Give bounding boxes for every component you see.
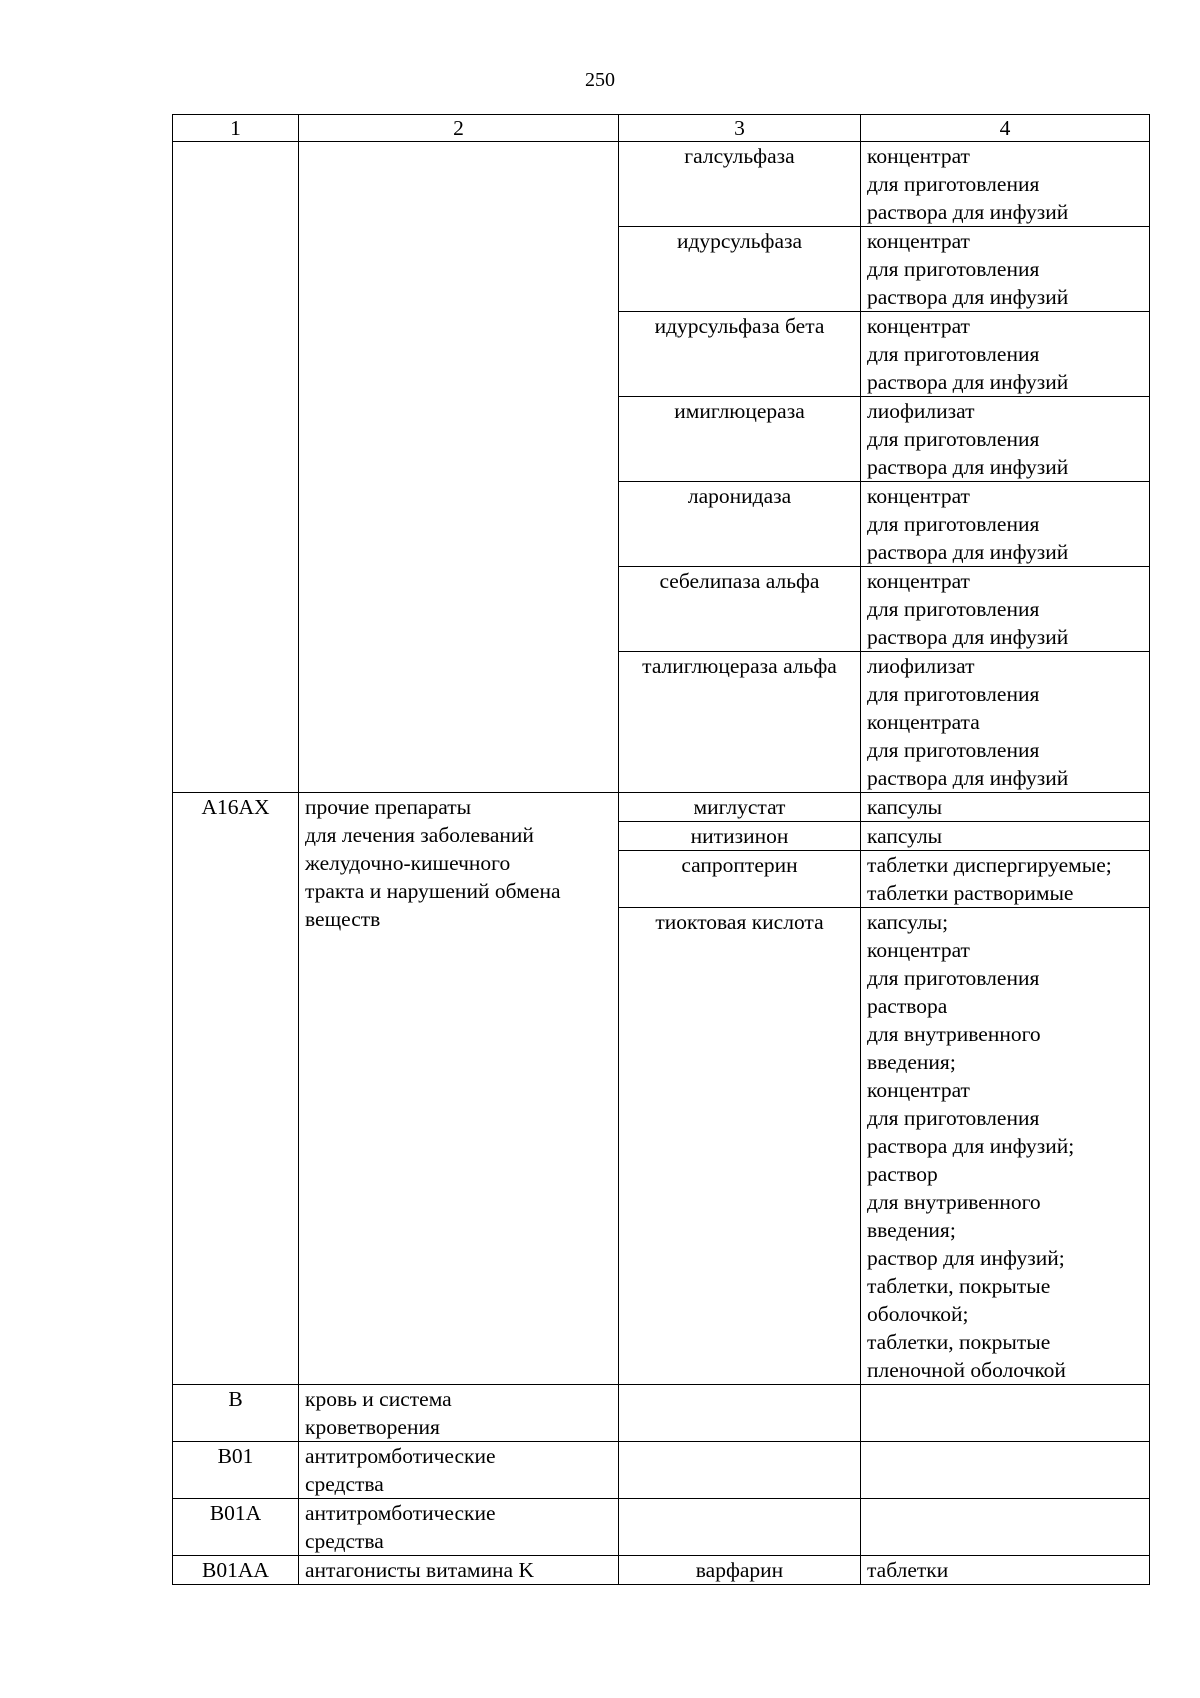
dosage-form-line: для внутривенного — [867, 1190, 1041, 1214]
drug-name: нитизинон — [690, 824, 789, 848]
dosage-form-cell — [861, 312, 1150, 397]
dosage-form-cell — [861, 1442, 1150, 1499]
drug-name: талиглюцераза альфа — [642, 654, 837, 678]
drug-name: идурсульфаза — [676, 229, 803, 253]
column-header: 3 — [619, 115, 861, 142]
dosage-form-cell — [861, 1385, 1150, 1442]
dosage-form-line: концентрата — [867, 710, 980, 734]
dosage-form-line: раствора для инфузий — [867, 766, 1069, 790]
dosage-form-line: таблетки растворимые — [867, 881, 1074, 905]
atc-code-cell — [173, 1385, 299, 1442]
dosage-form-line: капсулы; — [867, 910, 949, 934]
drug-name-cell — [619, 793, 861, 822]
drug-name-cell — [619, 652, 861, 793]
drug-name: варфарин — [695, 1558, 784, 1582]
atc-code-cell — [173, 793, 299, 1385]
dosage-form-cell — [861, 822, 1150, 851]
dosage-form-line: таблетки, покрытые — [867, 1274, 1051, 1298]
dosage-form-line: раствора для инфузий — [867, 200, 1069, 224]
drug-name: сапроптерин — [681, 853, 798, 877]
drug-name-cell — [619, 851, 861, 908]
dosage-form-line: для приготовления — [867, 257, 1040, 281]
drug-name-cell — [619, 1385, 861, 1442]
dosage-form-line: для приготовления — [867, 597, 1040, 621]
group-name-line: средства — [305, 1529, 384, 1553]
drug-name: галсульфаза — [684, 144, 795, 168]
group-name-line: антагонисты витамина K — [305, 1558, 534, 1582]
group-name-line: кроветворения — [305, 1415, 440, 1439]
table-row — [173, 1499, 1150, 1556]
drug-name-cell — [619, 1442, 861, 1499]
table-row — [173, 1442, 1150, 1499]
table-row — [173, 1556, 1150, 1585]
dosage-form-line: раствора для инфузий — [867, 370, 1069, 394]
dosage-form-line: раствора для инфузий; — [867, 1134, 1075, 1158]
dosage-form-line: лиофилизат — [867, 654, 975, 678]
drug-name: имиглюцераза — [674, 399, 805, 423]
group-name-line: веществ — [305, 907, 381, 931]
dosage-form-cell — [861, 908, 1150, 1385]
dosage-form-line: раствора для инфузий — [867, 285, 1069, 309]
dosage-form-line: концентрат — [867, 144, 970, 168]
dosage-form-line: пленочной оболочкой — [867, 1358, 1066, 1382]
dosage-form-line: раствор — [867, 1162, 938, 1186]
dosage-form-line: раствора — [867, 994, 948, 1018]
drug-name-cell — [619, 1556, 861, 1585]
drug-name-cell — [619, 397, 861, 482]
dosage-form-cell — [861, 652, 1150, 793]
atc-code: B — [228, 1387, 243, 1411]
group-name-line: тракта и нарушений обмена — [305, 879, 561, 903]
column-header: 2 — [299, 115, 619, 142]
dosage-form-line: введения; — [867, 1218, 956, 1242]
dosage-form-line: для приготовления — [867, 427, 1040, 451]
dosage-form-line: таблетки, покрытые — [867, 1330, 1051, 1354]
dosage-form-line: введения; — [867, 1050, 956, 1074]
table-row — [173, 142, 1150, 227]
drug-table — [172, 114, 1150, 1585]
drug-name-cell — [619, 567, 861, 652]
drug-name: миглустат — [693, 795, 786, 819]
dosage-form-line: концентрат — [867, 314, 970, 338]
atc-code-cell — [173, 1442, 299, 1499]
group-name-cell — [299, 1442, 619, 1499]
dosage-form-cell — [861, 793, 1150, 822]
atc-code: B01 — [217, 1444, 254, 1468]
table-row — [173, 793, 1150, 822]
atc-code: A16AX — [201, 795, 270, 819]
dosage-form-line: оболочкой; — [867, 1302, 969, 1326]
dosage-form-line: раствор для инфузий; — [867, 1246, 1065, 1270]
dosage-form-cell — [861, 227, 1150, 312]
dosage-form-line: концентрат — [867, 484, 970, 508]
dosage-form-line: для внутривенного — [867, 1022, 1041, 1046]
drug-name-cell — [619, 908, 861, 1385]
drug-name-cell — [619, 482, 861, 567]
drug-name-cell — [619, 142, 861, 227]
dosage-form-line: для приготовления — [867, 172, 1040, 196]
dosage-form-line: концентрат — [867, 938, 970, 962]
dosage-form-cell — [861, 482, 1150, 567]
page-number: 250 — [585, 69, 615, 91]
dosage-form-cell — [861, 1556, 1150, 1585]
dosage-form-line: капсулы — [867, 824, 943, 848]
dosage-form-line: раствора для инфузий — [867, 625, 1069, 649]
dosage-form-line: для приготовления — [867, 682, 1040, 706]
drug-name-cell — [619, 822, 861, 851]
dosage-form-line: для приготовления — [867, 738, 1040, 762]
group-name-line: антитромботические — [305, 1501, 496, 1525]
drug-name-cell — [619, 1499, 861, 1556]
atc-code: B01AA — [202, 1558, 269, 1582]
dosage-form-cell — [861, 397, 1150, 482]
group-name-line: кровь и система — [305, 1387, 452, 1411]
group-name-cell — [299, 142, 619, 793]
dosage-form-line: для приготовления — [867, 1106, 1040, 1130]
atc-code-cell — [173, 1556, 299, 1585]
drug-name: ларонидаза — [687, 484, 792, 508]
dosage-form-line: для приготовления — [867, 342, 1040, 366]
atc-code-cell — [173, 142, 299, 793]
dosage-form-cell — [861, 567, 1150, 652]
dosage-form-line: концентрат — [867, 229, 970, 253]
group-name-line: средства — [305, 1472, 384, 1496]
dosage-form-line: концентрат — [867, 569, 970, 593]
dosage-form-cell — [861, 142, 1150, 227]
group-name-cell — [299, 1385, 619, 1442]
group-name-line: желудочно-кишечного — [305, 851, 511, 875]
atc-code: B01A — [209, 1501, 262, 1525]
drug-name-cell — [619, 312, 861, 397]
group-name-cell — [299, 1499, 619, 1556]
dosage-form-line: лиофилизат — [867, 399, 975, 423]
table-header-row — [173, 115, 1150, 142]
group-name-cell — [299, 1556, 619, 1585]
dosage-form-line: для приготовления — [867, 512, 1040, 536]
dosage-form-line: таблетки диспергируемые; — [867, 853, 1112, 877]
group-name-cell — [299, 793, 619, 1385]
drug-name-cell — [619, 227, 861, 312]
drug-name: себелипаза альфа — [659, 569, 820, 593]
dosage-form-line: таблетки — [867, 1558, 949, 1582]
dosage-form-cell — [861, 851, 1150, 908]
group-name-line: прочие препараты — [305, 795, 472, 819]
dosage-form-line: концентрат — [867, 1078, 970, 1102]
column-header: 4 — [861, 115, 1150, 142]
drug-name: тиоктовая кислота — [655, 910, 824, 934]
dosage-form-line: капсулы — [867, 795, 943, 819]
group-name-line: антитромботические — [305, 1444, 496, 1468]
table-row — [173, 1385, 1150, 1442]
dosage-form-cell — [861, 1499, 1150, 1556]
atc-code-cell — [173, 1499, 299, 1556]
dosage-form-line: для приготовления — [867, 966, 1040, 990]
dosage-form-line: раствора для инфузий — [867, 455, 1069, 479]
dosage-form-line: раствора для инфузий — [867, 540, 1069, 564]
column-header: 1 — [173, 115, 299, 142]
group-name-line: для лечения заболеваний — [305, 823, 534, 847]
drug-name: идурсульфаза бета — [654, 314, 825, 338]
